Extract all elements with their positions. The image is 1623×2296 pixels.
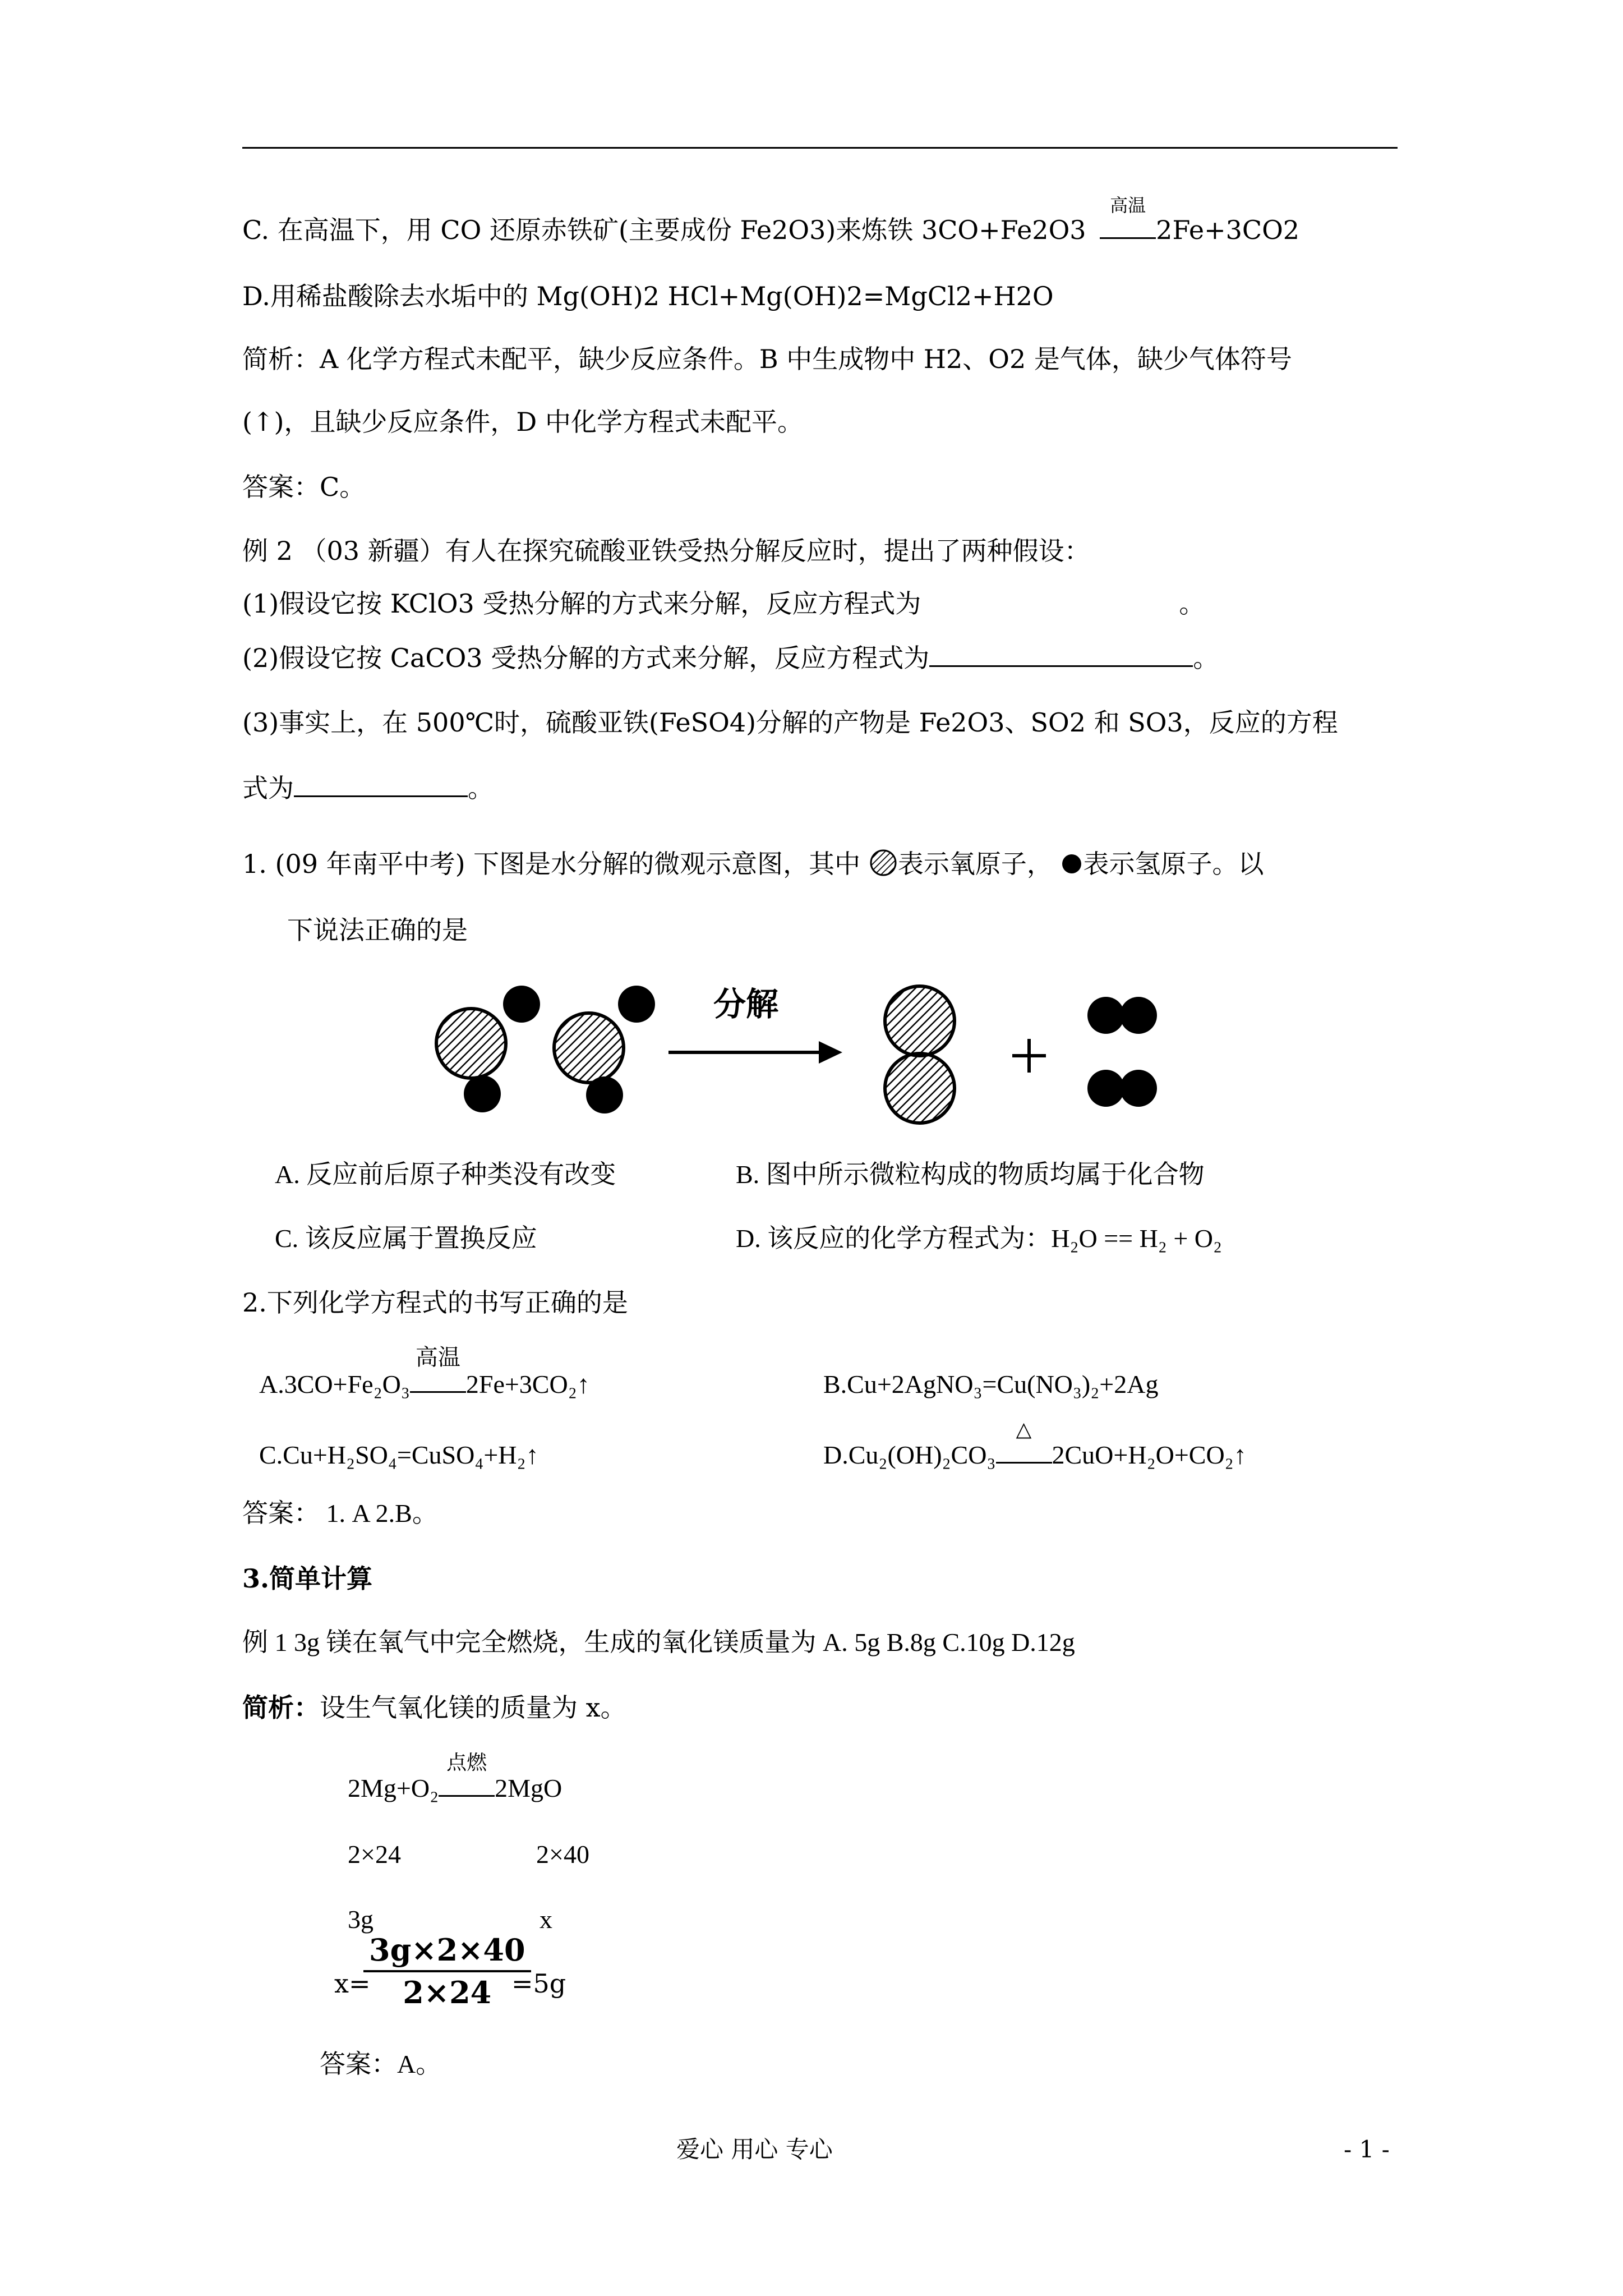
frac-prefix: x= [334, 1968, 371, 1999]
option-c-product: 2Fe+3CO2 [1156, 215, 1300, 245]
calc-given-right: x [540, 1905, 552, 1934]
oxygen-molecule [885, 986, 955, 1123]
hydrogen-molecule [1087, 1070, 1157, 1107]
fraction-numerator: 3g×2×40 [363, 1930, 531, 1972]
option-d-line: D.用稀盐酸除去水垢中的 Mg(OH)2 HCl+Mg(OH)2=MgCl2+H2O [242, 281, 1054, 311]
answer-1: 答案：C。 [242, 472, 366, 502]
water-molecule [554, 986, 655, 1114]
calc-mass-right: 2×40 [536, 1840, 589, 1869]
analysis-line-2: (↑)，且缺少反应条件，D 中化学方程式未配平。 [242, 407, 803, 437]
q2-option-d: D.Cu₂(OH)₂CO₃ △ 2CuO+H₂O+CO₂↑ [823, 1438, 1247, 1472]
page-number: - 1 - [1344, 2136, 1390, 2163]
example-2-q1: (1)假设它按 KClO3 受热分解的方式来分解，反应方程式为 。 [242, 588, 1205, 619]
frac-result: =5g [511, 1968, 566, 1999]
reaction-condition: △ [996, 1438, 1052, 1472]
answer-blank[interactable] [929, 641, 1193, 667]
example-1: 例 1 3g 镁在氧气中完全燃烧，生成的氧化镁质量为 A. 5g B.8g C.10g D.12g [242, 1628, 1075, 1657]
answer-2: 答案： 1. A 2.B。 [242, 1499, 438, 1527]
analysis-line-1: 简析：A 化学方程式未配平，缺少反应条件。B 中生成物中 H2、O2 是气体，缺少气体符号 [242, 344, 1292, 374]
plus-sign [1012, 1039, 1046, 1073]
diagram-label: 分解 [713, 985, 779, 1023]
analysis-3: 简析：设生气氧化镁的质量为 x。 [242, 1692, 626, 1723]
calc-mass-left: 2×24 [348, 1840, 401, 1869]
q2-option-c: C.Cu+H₂SO₄=CuSO₄+H₂↑ [259, 1441, 539, 1469]
question-1-line: 1. (09 年南平中考) 下图是水分解的微观示意图，其中 表示氧原子， 表示氢原子。以 [242, 849, 1264, 879]
option-c: C. 该反应属于置换反应 [275, 1224, 537, 1253]
option-d: D. 该反应的化学方程式为：H₂O == H₂ + O₂ [736, 1224, 1223, 1253]
section-3-title: 3.简单计算 [242, 1563, 373, 1594]
oxygen-atom-icon [869, 848, 898, 877]
option-c-text: C. 在高温下，用 CO 还原赤铁矿(主要成份 Fe2O3)来炼铁 3CO+Fe2O3 [242, 215, 1086, 245]
example-2-title: 例 2 （03 新疆）有人在探究硫酸亚铁受热分解反应时，提出了两种假设： [242, 536, 1090, 566]
header-rule [242, 147, 1398, 149]
water-decomposition-diagram [426, 970, 1211, 1128]
q2-option-b: B.Cu+2AgNO₃=Cu(NO₃)₂+2Ag [823, 1370, 1159, 1398]
option-b: B. 图中所示微粒构成的物质均属于化合物 [736, 1160, 1205, 1189]
option-c-line [242, 195, 1300, 247]
question-1-line-2: 下说法正确的是 [287, 915, 468, 945]
footer-center: 爱心 用心 专心 [676, 2136, 833, 2163]
option-a: A. 反应前后原子种类没有改变 [275, 1160, 616, 1189]
reaction-arrow [668, 1041, 842, 1064]
fraction [363, 1930, 531, 2013]
example-2-q3b: 式为 。 [242, 771, 494, 805]
reaction-condition: 高温 [1100, 213, 1156, 247]
fraction-denominator: 2×24 [403, 1975, 492, 2010]
answer-blank[interactable] [294, 771, 468, 797]
calc-given-left: 3g [348, 1905, 374, 1934]
hydrogen-molecule [1087, 997, 1157, 1034]
reaction-condition: 高温 [410, 1368, 466, 1401]
water-molecule [436, 986, 540, 1112]
hydrogen-atom-icon [1061, 853, 1083, 875]
example-2-q2: (2)假设它按 CaCO3 受热分解的方式来分解，反应方程式为 。 [242, 641, 1219, 675]
question-2: 2.下列化学方程式的书写正确的是 [242, 1287, 628, 1318]
reaction-condition: 点燃 [439, 1772, 495, 1805]
example-2-q3a: (3)事实上，在 500℃时，硫酸亚铁(FeSO4)分解的产物是 Fe2O3、SO2 和 SO3，反应的方程 [242, 707, 1338, 738]
calc-equation: 2Mg+O₂ 点燃 2MgO [348, 1772, 562, 1805]
q2-option-a: A.3CO+Fe₂O₃ 高温 2Fe+3CO₂↑ [259, 1368, 590, 1401]
answer-3: 答案：A。 [320, 2050, 442, 2078]
